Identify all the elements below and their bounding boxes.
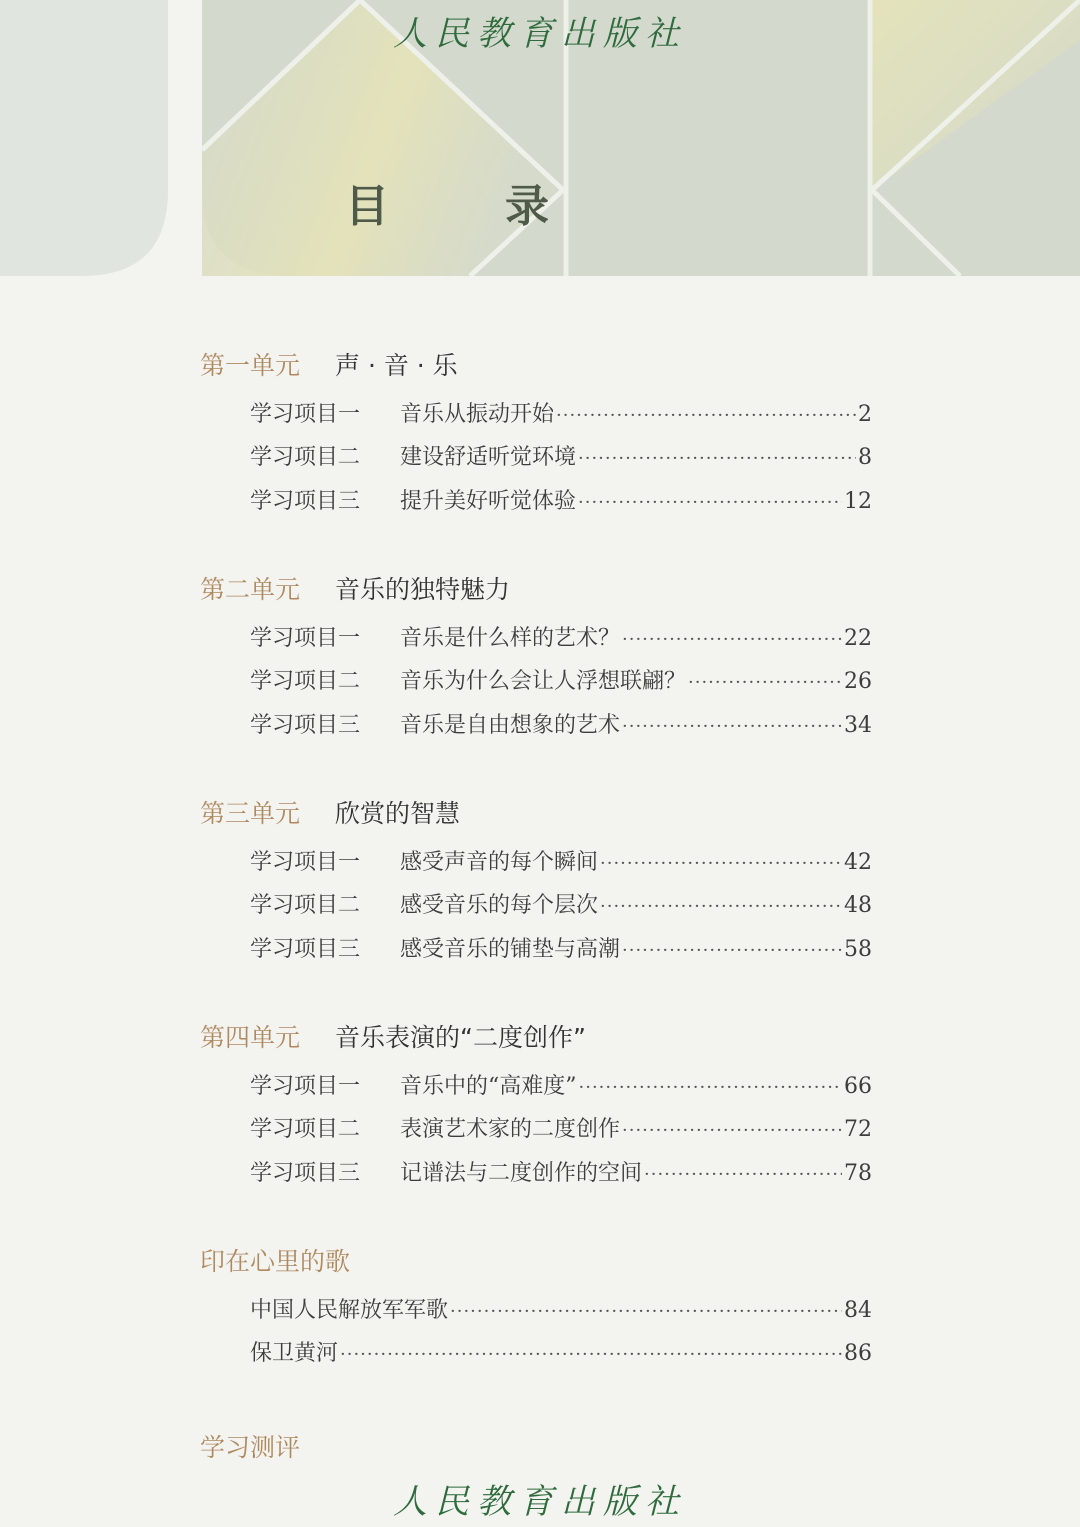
- unit-name: 声 · 音 · 乐: [335, 351, 458, 380]
- entry-page: 26: [844, 669, 872, 694]
- toc-entry[interactable]: [250, 1070, 872, 1104]
- entry-title: 音乐是什么样的艺术？: [400, 626, 621, 651]
- unit-number: 第一单元: [200, 351, 301, 380]
- entry-page: 72: [844, 1117, 872, 1142]
- entry-label: 学习项目一: [250, 626, 361, 651]
- unit-number: 第三单元: [200, 799, 301, 828]
- entry-title: 中国人民解放军军歌: [250, 1298, 449, 1323]
- unit-heading: [200, 570, 880, 610]
- entry-title: 记谱法与二度创作的空间: [400, 1161, 643, 1186]
- unit-name: 音乐表演的“二度创作”: [335, 1023, 586, 1052]
- entry-title: 提升美好听觉体验: [400, 489, 577, 514]
- entry-page: 66: [844, 1074, 872, 1099]
- entry-title: 建设舒适听觉环境: [400, 445, 577, 470]
- toc-entry[interactable]: [250, 889, 872, 923]
- publisher-watermark: 人民教育出版社: [393, 1482, 687, 1522]
- entry-page: 2: [858, 402, 872, 427]
- entry-label: 学习项目一: [250, 402, 361, 427]
- unit-number: 第四单元: [200, 1023, 301, 1052]
- toc-entry[interactable]: [250, 622, 872, 656]
- entry-page: 12: [844, 489, 872, 514]
- entry-title: 保卫黄河: [250, 1341, 339, 1366]
- unit-name: 音乐的独特魅力: [335, 575, 511, 604]
- entry-label: 学习项目二: [250, 893, 361, 918]
- toc-entry[interactable]: [250, 1337, 872, 1371]
- publisher-logo: 人民教育出版社: [393, 14, 687, 54]
- entry-title: 感受声音的每个瞬间: [400, 850, 599, 875]
- unit-name: 欣赏的智慧: [335, 799, 461, 828]
- entry-label: 学习项目二: [250, 1117, 361, 1142]
- unit-3: [200, 794, 880, 962]
- entry-label: 学习项目三: [250, 713, 361, 738]
- entry-page: 86: [844, 1341, 872, 1366]
- entry-label: 学习项目二: [250, 669, 361, 694]
- toc-entry[interactable]: [250, 398, 872, 432]
- toc-entry[interactable]: [250, 441, 872, 475]
- toc-entry[interactable]: [250, 1157, 872, 1191]
- header-banner: [0, 0, 1080, 276]
- entry-label: 学习项目三: [250, 937, 361, 962]
- toc-entry[interactable]: [250, 665, 872, 699]
- entry-title: 音乐为什么会让人浮想联翩？: [400, 669, 687, 694]
- leader-dots: [600, 847, 842, 881]
- toc-entry[interactable]: [250, 485, 872, 519]
- section-title: 印在心里的歌: [200, 1247, 351, 1276]
- leader-dots: [579, 1071, 843, 1105]
- entry-page: 8: [858, 445, 872, 470]
- toc-entry[interactable]: [250, 846, 872, 880]
- assessment-section[interactable]: [200, 1428, 880, 1468]
- entry-title: 音乐是自由想象的艺术: [400, 713, 621, 738]
- section-title: 学习测评: [200, 1433, 301, 1462]
- leader-dots: [644, 1158, 842, 1192]
- entry-title: 感受音乐的每个层次: [400, 893, 599, 918]
- leader-dots: [622, 934, 842, 968]
- unit-heading: [200, 794, 880, 834]
- leader-dots: [622, 623, 842, 657]
- entry-label: 学习项目三: [250, 489, 361, 514]
- entry-page: 48: [844, 893, 872, 918]
- entry-page: 42: [844, 850, 872, 875]
- toc-entry[interactable]: [250, 709, 872, 743]
- entry-label: 学习项目一: [250, 1074, 361, 1099]
- unit-4: [200, 1018, 880, 1186]
- entry-title: 音乐中的“高难度”: [400, 1074, 577, 1099]
- unit-number: 第二单元: [200, 575, 301, 604]
- unit-2: [200, 570, 880, 738]
- entry-page: 22: [844, 626, 872, 651]
- toc-entry[interactable]: [250, 1294, 872, 1328]
- entry-title: 音乐从振动开始: [400, 402, 555, 427]
- leader-dots: [578, 486, 842, 520]
- section-heading: [200, 1428, 880, 1468]
- section-heading: [200, 1242, 880, 1282]
- entry-page: 34: [844, 713, 872, 738]
- unit-heading: [200, 346, 880, 386]
- leader-dots: [622, 1114, 842, 1148]
- leader-dots: [340, 1338, 842, 1372]
- leader-dots: [600, 890, 842, 924]
- entry-title: 表演艺术家的二度创作: [400, 1117, 621, 1142]
- songs-section: [200, 1242, 880, 1366]
- leader-dots: [578, 442, 856, 476]
- entry-label: 学习项目一: [250, 850, 361, 875]
- toc-entry[interactable]: [250, 933, 872, 967]
- entry-label: 学习项目三: [250, 1161, 361, 1186]
- entry-page: 84: [844, 1298, 872, 1323]
- toc-entry[interactable]: [250, 1113, 872, 1147]
- leader-dots: [622, 710, 842, 744]
- entry-label: 学习项目二: [250, 445, 361, 470]
- leader-dots: [688, 666, 842, 700]
- leader-dots: [450, 1295, 842, 1329]
- entry-page: 58: [844, 937, 872, 962]
- entry-page: 78: [844, 1161, 872, 1186]
- unit-heading: [200, 1018, 880, 1058]
- leader-dots: [556, 399, 856, 433]
- page-title: 目 录: [345, 181, 585, 232]
- unit-1: [200, 346, 880, 514]
- entry-title: 感受音乐的铺垫与高潮: [400, 937, 621, 962]
